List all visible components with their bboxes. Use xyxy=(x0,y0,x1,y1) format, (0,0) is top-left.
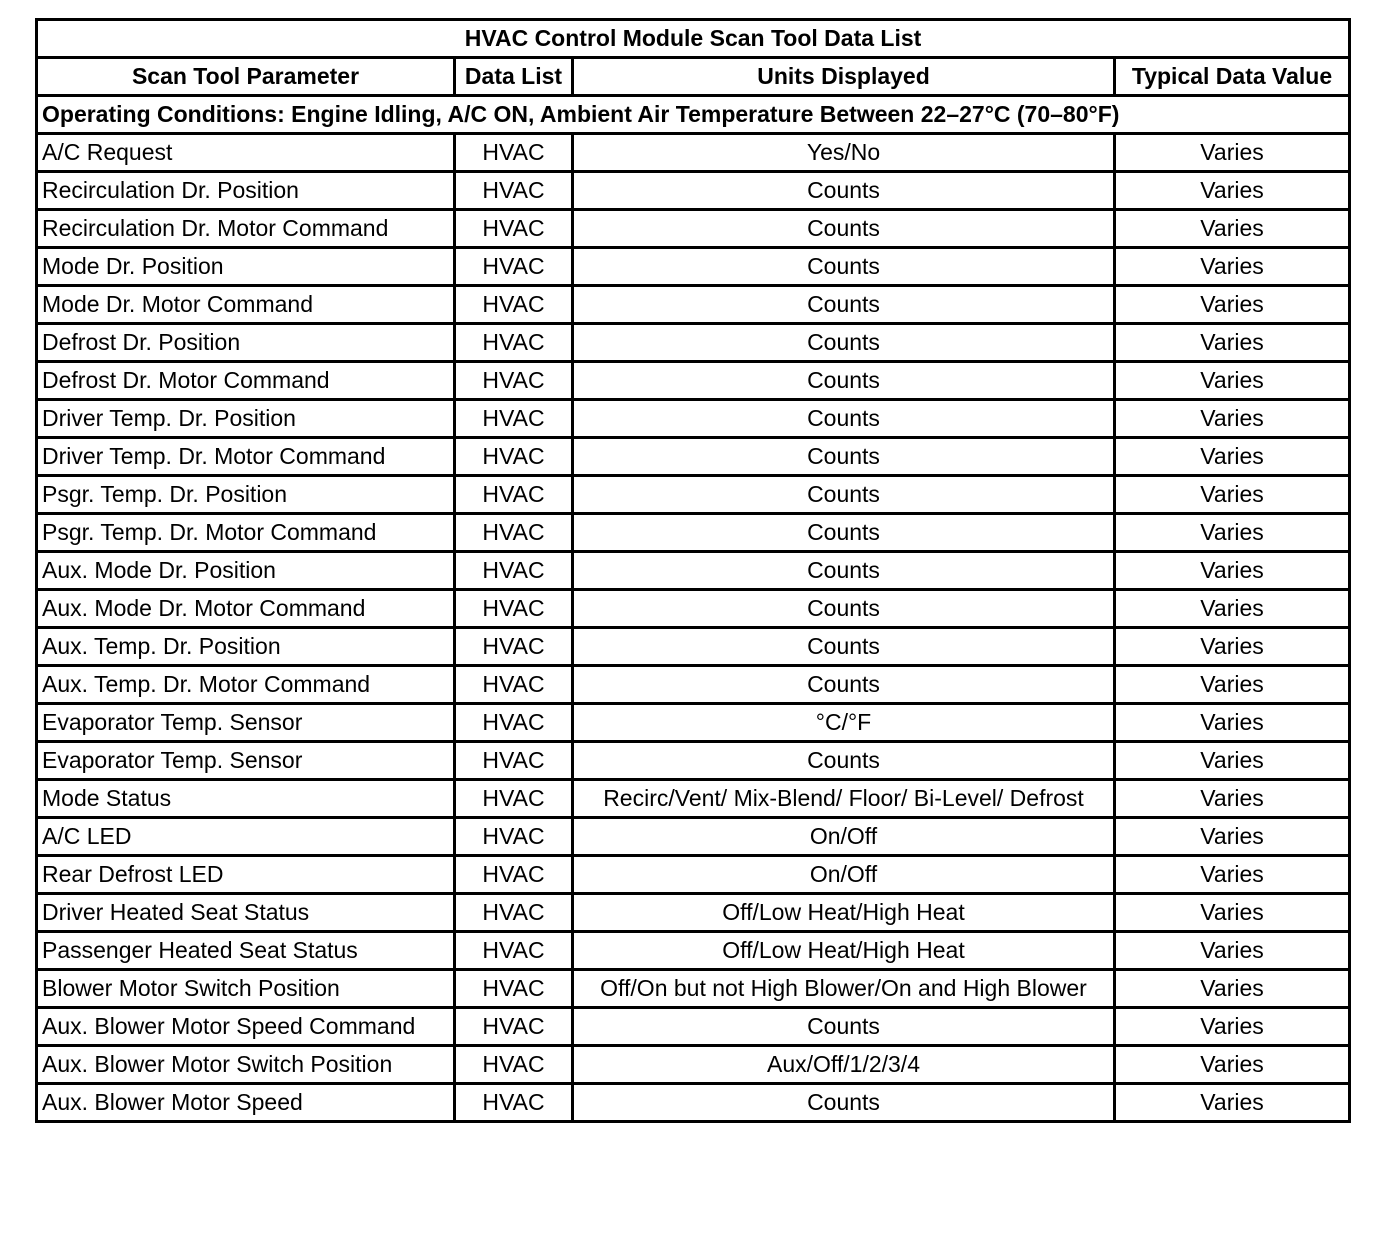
units-cell: Counts xyxy=(573,476,1115,514)
table-row xyxy=(37,704,1350,742)
data-list-cell: HVAC xyxy=(455,1008,573,1046)
typical-value-cell: Varies xyxy=(1115,628,1350,666)
title-row xyxy=(37,20,1350,58)
data-list-cell: HVAC xyxy=(455,552,573,590)
table-row xyxy=(37,172,1350,210)
data-list-cell: HVAC xyxy=(455,324,573,362)
parameter-cell: Mode Status xyxy=(37,780,455,818)
parameter-cell: A/C Request xyxy=(37,134,455,172)
parameter-cell: Rear Defrost LED xyxy=(37,856,455,894)
data-list-cell: HVAC xyxy=(455,894,573,932)
typical-value-cell: Varies xyxy=(1115,970,1350,1008)
typical-value-cell: Varies xyxy=(1115,134,1350,172)
table-row xyxy=(37,134,1350,172)
table-row xyxy=(37,666,1350,704)
units-cell: Off/On but not High Blower/On and High Blower xyxy=(573,970,1115,1008)
units-cell: °C/°F xyxy=(573,704,1115,742)
units-cell: Counts xyxy=(573,438,1115,476)
parameter-cell: Driver Temp. Dr. Motor Command xyxy=(37,438,455,476)
table-row xyxy=(37,628,1350,666)
units-cell: Counts xyxy=(573,514,1115,552)
typical-value-cell: Varies xyxy=(1115,514,1350,552)
table-row xyxy=(37,780,1350,818)
units-cell: Counts xyxy=(573,552,1115,590)
typical-value-cell: Varies xyxy=(1115,210,1350,248)
table-row xyxy=(37,742,1350,780)
units-cell: Counts xyxy=(573,590,1115,628)
typical-value-cell: Varies xyxy=(1115,742,1350,780)
parameter-cell: Psgr. Temp. Dr. Position xyxy=(37,476,455,514)
table-row xyxy=(37,894,1350,932)
data-list-cell: HVAC xyxy=(455,590,573,628)
data-list-cell: HVAC xyxy=(455,704,573,742)
typical-value-cell: Varies xyxy=(1115,400,1350,438)
parameter-cell: Aux. Temp. Dr. Position xyxy=(37,628,455,666)
data-list-cell: HVAC xyxy=(455,1046,573,1084)
typical-value-cell: Varies xyxy=(1115,1084,1350,1122)
parameter-cell: Aux. Blower Motor Speed Command xyxy=(37,1008,455,1046)
header-scan-tool-parameter: Scan Tool Parameter xyxy=(37,58,455,96)
data-list-cell: HVAC xyxy=(455,400,573,438)
parameter-cell: Driver Temp. Dr. Position xyxy=(37,400,455,438)
data-list-cell: HVAC xyxy=(455,286,573,324)
typical-value-cell: Varies xyxy=(1115,1008,1350,1046)
scan-tool-data-table xyxy=(35,18,1351,1123)
parameter-cell: Recirculation Dr. Motor Command xyxy=(37,210,455,248)
table-row xyxy=(37,210,1350,248)
units-cell: Aux/Off/1/2/3/4 xyxy=(573,1046,1115,1084)
data-list-cell: HVAC xyxy=(455,362,573,400)
table-row xyxy=(37,400,1350,438)
units-cell: On/Off xyxy=(573,818,1115,856)
table-row xyxy=(37,552,1350,590)
header-typical-data-value: Typical Data Value xyxy=(1115,58,1350,96)
header-units-displayed: Units Displayed xyxy=(573,58,1115,96)
table-row xyxy=(37,514,1350,552)
parameter-cell: Mode Dr. Motor Command xyxy=(37,286,455,324)
units-cell: Counts xyxy=(573,1008,1115,1046)
units-cell: Counts xyxy=(573,1084,1115,1122)
data-list-cell: HVAC xyxy=(455,932,573,970)
parameter-cell: Defrost Dr. Position xyxy=(37,324,455,362)
units-cell: Recirc/Vent/ Mix-Blend/ Floor/ Bi-Level/ Defrost xyxy=(573,780,1115,818)
units-cell: Counts xyxy=(573,248,1115,286)
typical-value-cell: Varies xyxy=(1115,552,1350,590)
parameter-cell: Evaporator Temp. Sensor xyxy=(37,742,455,780)
operating-conditions: Operating Conditions: Engine Idling, A/C ON, Ambient Air Temperature Between 22–27°C (70–80°F) xyxy=(37,96,1350,134)
units-cell: Counts xyxy=(573,742,1115,780)
parameter-cell: Defrost Dr. Motor Command xyxy=(37,362,455,400)
data-list-cell: HVAC xyxy=(455,742,573,780)
units-cell: Off/Low Heat/High Heat xyxy=(573,894,1115,932)
table-row xyxy=(37,590,1350,628)
table-row xyxy=(37,818,1350,856)
table-row xyxy=(37,438,1350,476)
data-list-cell: HVAC xyxy=(455,1084,573,1122)
table-row xyxy=(37,248,1350,286)
typical-value-cell: Varies xyxy=(1115,590,1350,628)
parameter-cell: Blower Motor Switch Position xyxy=(37,970,455,1008)
units-cell: Counts xyxy=(573,324,1115,362)
data-list-cell: HVAC xyxy=(455,210,573,248)
data-list-cell: HVAC xyxy=(455,666,573,704)
units-cell: Counts xyxy=(573,172,1115,210)
table-body xyxy=(37,134,1350,1122)
data-list-cell: HVAC xyxy=(455,134,573,172)
data-list-cell: HVAC xyxy=(455,970,573,1008)
table-row xyxy=(37,324,1350,362)
table-row xyxy=(37,932,1350,970)
units-cell: Counts xyxy=(573,666,1115,704)
data-list-cell: HVAC xyxy=(455,476,573,514)
table-row xyxy=(37,970,1350,1008)
typical-value-cell: Varies xyxy=(1115,780,1350,818)
parameter-cell: Mode Dr. Position xyxy=(37,248,455,286)
table-row xyxy=(37,1008,1350,1046)
typical-value-cell: Varies xyxy=(1115,894,1350,932)
parameter-cell: Driver Heated Seat Status xyxy=(37,894,455,932)
parameter-cell: Evaporator Temp. Sensor xyxy=(37,704,455,742)
table-row xyxy=(37,362,1350,400)
units-cell: Counts xyxy=(573,286,1115,324)
header-row xyxy=(37,58,1350,96)
data-list-cell: HVAC xyxy=(455,248,573,286)
table-row xyxy=(37,1084,1350,1122)
units-cell: Counts xyxy=(573,628,1115,666)
units-cell: Counts xyxy=(573,400,1115,438)
data-list-cell: HVAC xyxy=(455,172,573,210)
data-list-cell: HVAC xyxy=(455,514,573,552)
typical-value-cell: Varies xyxy=(1115,704,1350,742)
table-row xyxy=(37,476,1350,514)
typical-value-cell: Varies xyxy=(1115,248,1350,286)
parameter-cell: Psgr. Temp. Dr. Motor Command xyxy=(37,514,455,552)
typical-value-cell: Varies xyxy=(1115,476,1350,514)
parameter-cell: Recirculation Dr. Position xyxy=(37,172,455,210)
data-list-cell: HVAC xyxy=(455,438,573,476)
operating-conditions-row xyxy=(37,96,1350,134)
parameter-cell: Aux. Temp. Dr. Motor Command xyxy=(37,666,455,704)
units-cell: Counts xyxy=(573,210,1115,248)
parameter-cell: A/C LED xyxy=(37,818,455,856)
typical-value-cell: Varies xyxy=(1115,1046,1350,1084)
typical-value-cell: Varies xyxy=(1115,932,1350,970)
parameter-cell: Passenger Heated Seat Status xyxy=(37,932,455,970)
data-list-cell: HVAC xyxy=(455,856,573,894)
units-cell: On/Off xyxy=(573,856,1115,894)
parameter-cell: Aux. Blower Motor Switch Position xyxy=(37,1046,455,1084)
table-row xyxy=(37,286,1350,324)
data-list-cell: HVAC xyxy=(455,628,573,666)
data-list-cell: HVAC xyxy=(455,818,573,856)
parameter-cell: Aux. Mode Dr. Position xyxy=(37,552,455,590)
parameter-cell: Aux. Blower Motor Speed xyxy=(37,1084,455,1122)
typical-value-cell: Varies xyxy=(1115,438,1350,476)
table-title: HVAC Control Module Scan Tool Data List xyxy=(37,20,1350,58)
parameter-cell: Aux. Mode Dr. Motor Command xyxy=(37,590,455,628)
table-row xyxy=(37,856,1350,894)
units-cell: Yes/No xyxy=(573,134,1115,172)
typical-value-cell: Varies xyxy=(1115,362,1350,400)
table-row xyxy=(37,1046,1350,1084)
typical-value-cell: Varies xyxy=(1115,856,1350,894)
data-list-cell: HVAC xyxy=(455,780,573,818)
typical-value-cell: Varies xyxy=(1115,666,1350,704)
typical-value-cell: Varies xyxy=(1115,286,1350,324)
typical-value-cell: Varies xyxy=(1115,172,1350,210)
units-cell: Off/Low Heat/High Heat xyxy=(573,932,1115,970)
units-cell: Counts xyxy=(573,362,1115,400)
typical-value-cell: Varies xyxy=(1115,818,1350,856)
typical-value-cell: Varies xyxy=(1115,324,1350,362)
header-data-list: Data List xyxy=(455,58,573,96)
